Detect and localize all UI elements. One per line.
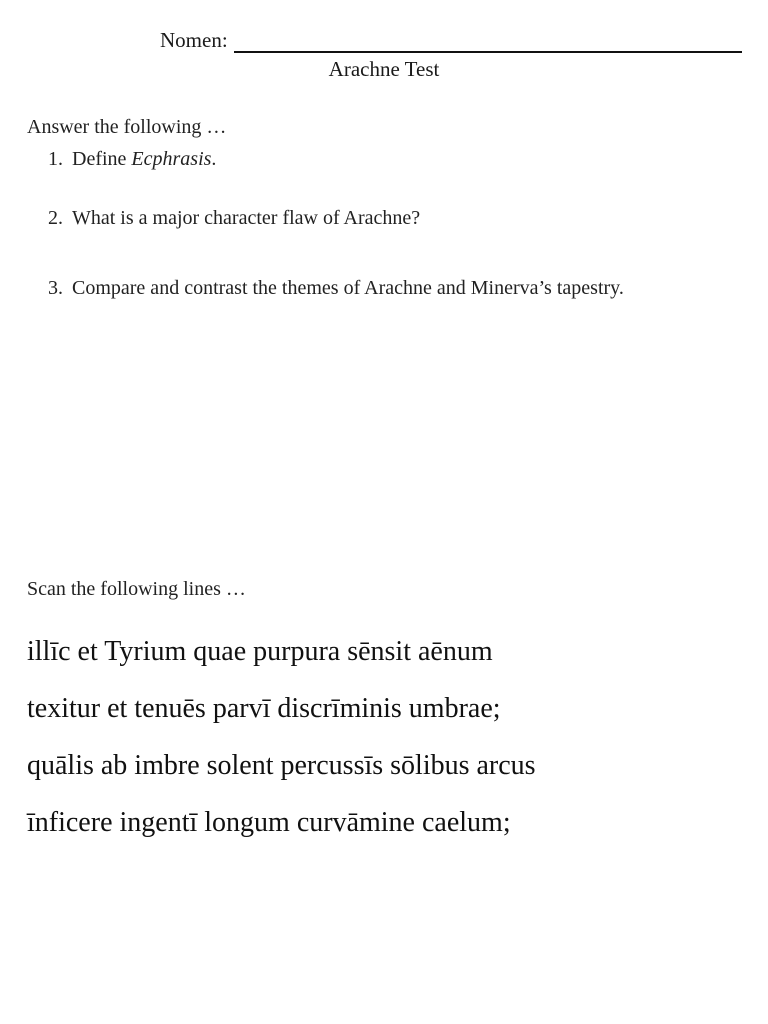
question-number: 2. — [48, 207, 63, 229]
question-number: 1. — [48, 148, 63, 170]
name-blank-line — [234, 33, 742, 53]
name-label: Nomen: — [160, 28, 228, 52]
question-item — [48, 203, 728, 233]
question-number: 3. — [48, 277, 63, 299]
question-text: What is a major character flaw of Arachne? — [72, 207, 421, 229]
verse-line: quālis ab imbre solent percussīs sōlibus arcus — [27, 750, 536, 781]
page-title: Arachne Test — [328, 57, 440, 81]
question-term: Ecphrasis — [131, 148, 212, 170]
verse-line: texitur et tenuēs parvī discrīminis umbrae; — [27, 693, 501, 724]
question-text-suffix: . — [211, 148, 217, 170]
question-item — [48, 273, 728, 303]
question-text: Compare and contrast the themes of Arachne and Minerva’s tapestry. — [72, 277, 624, 299]
verse-line: illīc et Tyrium quae purpura sēnsit aēnum — [27, 636, 493, 667]
verse-line: īnficere ingentī longum curvāmine caelum; — [27, 807, 511, 838]
scan-section-heading: Scan the following lines … — [27, 578, 246, 600]
question-text — [72, 144, 728, 174]
question-text-prefix: Define — [72, 148, 132, 170]
question-item — [48, 144, 728, 174]
name-row — [160, 28, 742, 53]
answer-section-heading: Answer the following … — [27, 116, 227, 138]
